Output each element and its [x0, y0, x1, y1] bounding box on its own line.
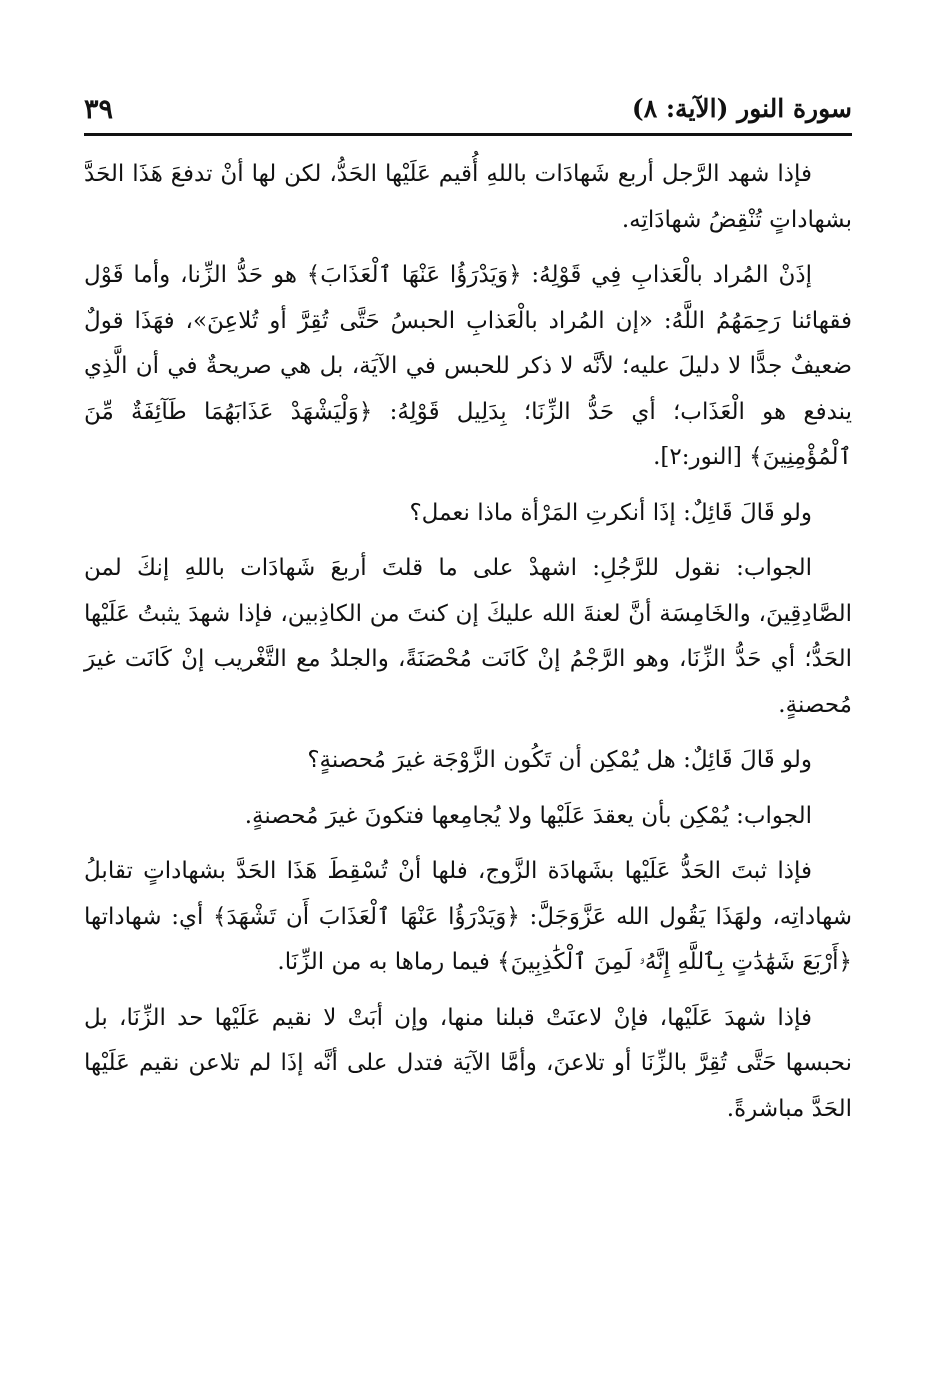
- paragraph: الجواب: يُمْكِن بأن يعقدَ عَلَيْها ولا يُجامِعها فتكونَ غيرَ مُحصنةٍ.: [244, 802, 812, 829]
- paragraph: فإذا شهدَ عَلَيْها، فإنْ لاعنَتْ قبلنا منها، وإن أبَتْ لا نقيم عَلَيْها حد الزِّنَا، بل نحبسها حَتَّى تُقِرَّ بالزِّنَا أو تلاعنَ، وأمَّا الآيَة فتدل على أنَّه إذَا لم تلاعن نقيم عَلَيْها الحَدَّ مباشرةً.: [84, 1004, 852, 1122]
- page-number: ٣٩: [84, 94, 114, 125]
- paragraph: ولو قَالَ قَائِلٌ: هل يُمْكِن أن تَكُون الزَّوْجَة غيرَ مُحصنةٍ؟: [307, 747, 812, 773]
- paragraph: فإذا شهد الرَّجل أربع شَهادَات باللهِ أُقيم عَلَيْها الحَدُّ، لكن لها أنْ تدفعَ هَذَا الحَدَّ بشهاداتٍ تُنْقِضُ شهادَاتِه.: [84, 161, 852, 233]
- header-divider: [84, 133, 852, 136]
- paragraph: فإذا ثبتَ الحَدُّ عَلَيْها بشَهادَة الزَّوج، فلها أنْ تُسْقِطَ هَذَا الحَدَّ بشهاداتٍ تقابلُ شهاداتِه، ولهَذَا يَقُول الله عَزَّوَجَلَّ: ﴿وَيَدْرَؤُا عَنْهَا ٱلْعَذَابَ أَن تَشْهَدَ﴾ أي: شهاداتها ﴿أَرْبَعَ شَهَٰدَٰتٍ بِٱللَّهِ إِنَّهُۥ لَمِنَ ٱلْكَٰذِبِينَ﴾ فيما رماها به من الزِّنَا.: [84, 858, 852, 975]
- paragraph: إذَنْ المُراد بالْعَذابِ فِي قَوْلِهُ: ﴿وَيَدْرَؤُا عَنْهَا ٱلْعَذَابَ﴾ هو حَدُّ الزِّنا، وأما قَوْل فقهائنا رَحِمَهُمُ اللَّهُ: «إن المُراد بالْعَذابِ الحبسُ حَتَّى تُقِرَّ أو تُلاعِنَ»، فهَذَا قولٌ ضعيفٌ جدًّا لا دليلَ عليه؛ لأنَّه لا ذكر للحبس في الآيَة، بل هي صريحةٌ في أن الَّذِي يندفع هو الْعَذَاب؛ أي حَدُّ الزِّنَا؛ بِدَلِيل قَوْلِهُ: ﴿وَلْيَشْهَدْ عَذَابَهُمَا طَآئِفَةٌ مِّنَ ٱلْمُؤْمِنِينَ﴾ [النور:٢].: [84, 262, 852, 470]
- paragraph: الجواب: نقول للرَّجُلِ: اشهدْ على ما قلتَ أربعَ شَهادَات باللهِ إنكَ لمن الصَّادِقِينَ، والخَامِسَة أنَّ لعنةَ الله عليكَ إن كنتَ من الكاذِبين، فإذا شهدَ يثبتُ عَلَيْها الحَدُّ؛ أي حَدُّ الزِّنَا، وهو الرَّجْمُ إنْ كَانَت مُحْصَنَةً، والجلدُ مع التَّغْريب إنْ كَانَت غيرَ مُحصنةٍ.: [84, 555, 852, 718]
- page-header: [84, 92, 852, 132]
- running-header-title: سورة النور (الآية: ٨): [631, 94, 852, 123]
- paragraph: ولو قَالَ قَائِلٌ: إذَا أنكرتِ المَرْأة ماذا نعمل؟: [409, 499, 812, 526]
- body-text: [84, 152, 852, 1132]
